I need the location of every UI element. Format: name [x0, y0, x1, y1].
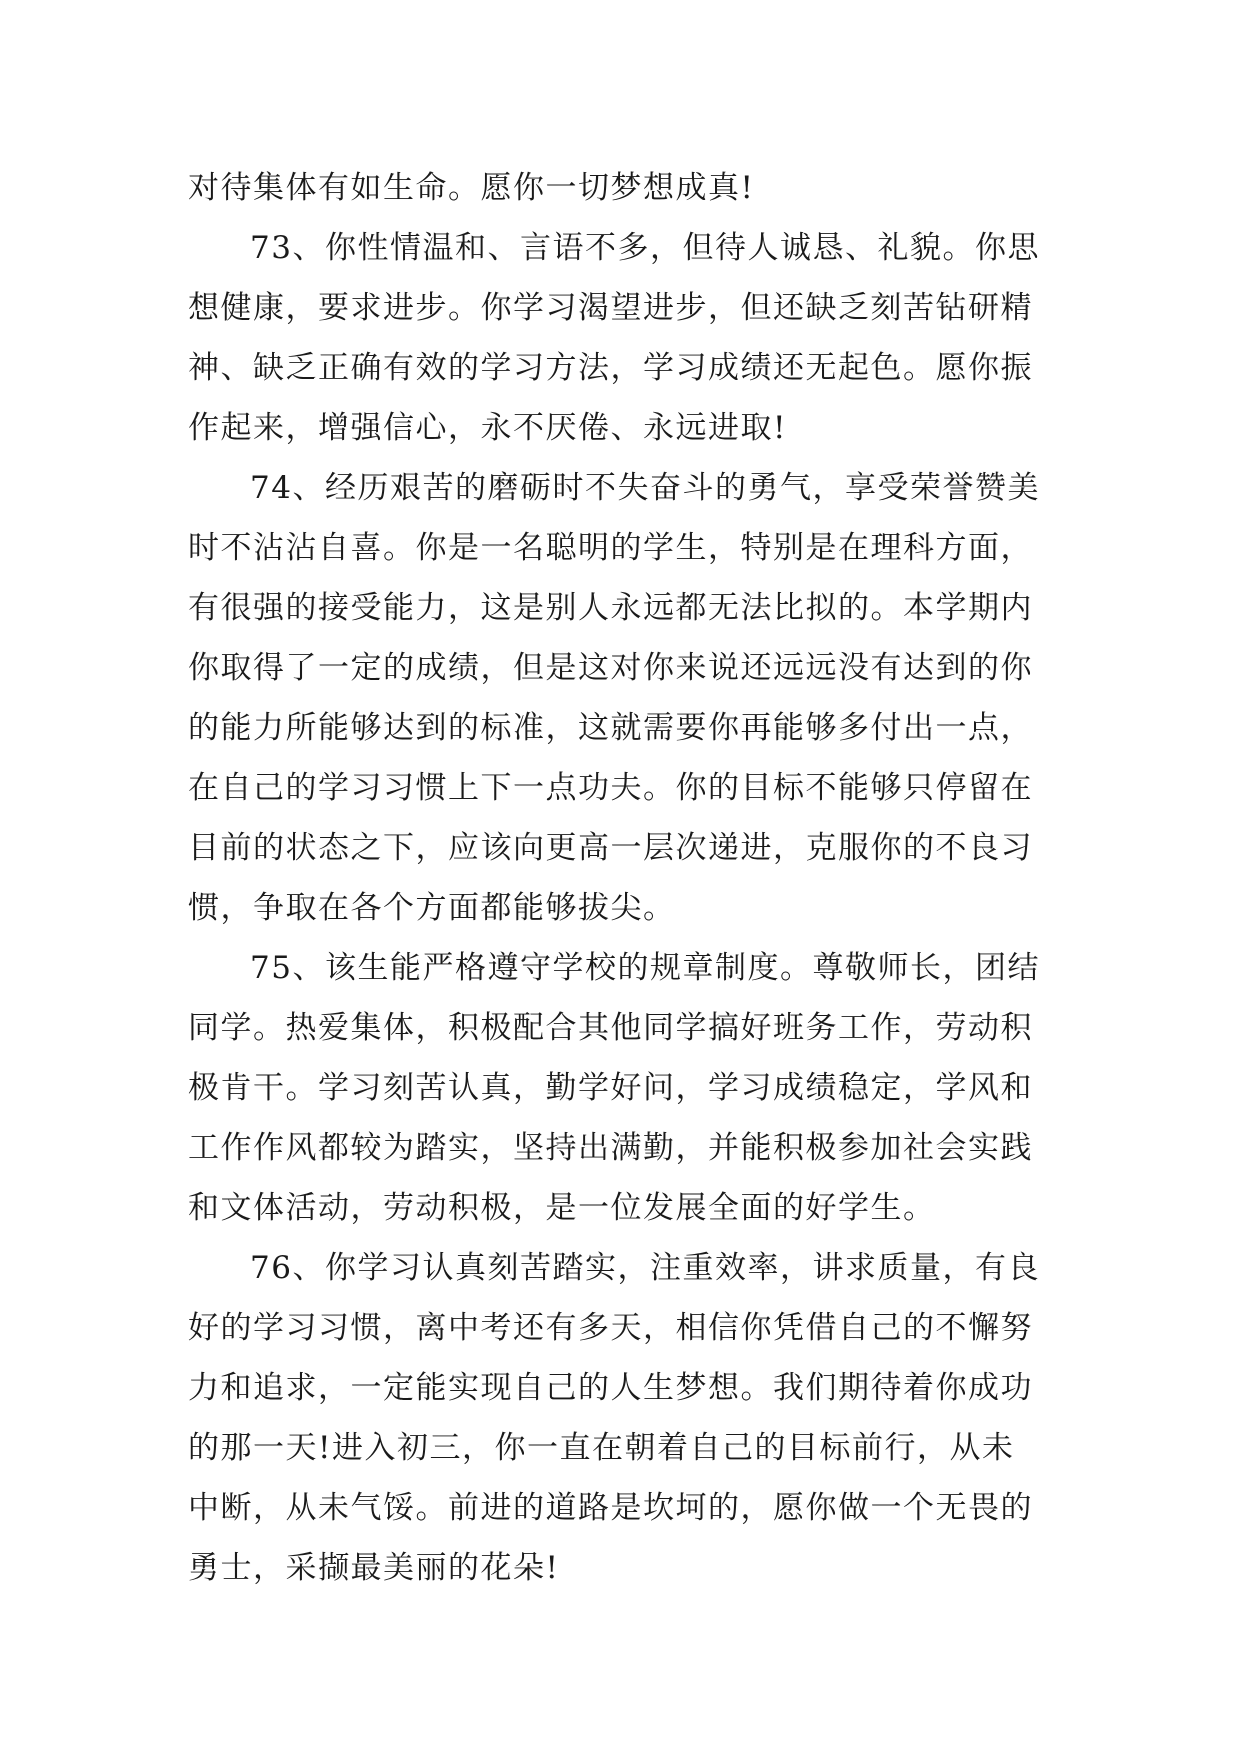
paragraph-76-line: 76、你学习认真刻苦踏实，注重效率，讲求质量，有良: [250, 1250, 1040, 1286]
paragraph-74-line: 目前的状态之下，应该向更高一层次递进，克服你的不良习: [188, 830, 1033, 866]
paragraph-76-line: 勇士，采撷最美丽的花朵!: [188, 1550, 560, 1586]
paragraph-76-line: 中断，从未气馁。前进的道路是坎坷的，愿你做一个无畏的: [188, 1490, 1033, 1526]
paragraph-75-line: 极肯干。学习刻苦认真，勤学好问，学习成绩稳定，学风和: [188, 1070, 1033, 1106]
paragraph-76-line: 力和追求，一定能实现自己的人生梦想。我们期待着你成功: [188, 1370, 1033, 1406]
paragraph-75-line: 75、该生能严格遵守学校的规章制度。尊敬师长，团结: [250, 950, 1040, 986]
paragraph-75-line: 同学。热爱集体，积极配合其他同学搞好班务工作，劳动积: [188, 1010, 1033, 1046]
paragraph-74-line: 时不沾沾自喜。你是一名聪明的学生，特别是在理科方面，: [188, 530, 1033, 566]
paragraph-74-line: 惯，争取在各个方面都能够拔尖。: [188, 890, 676, 926]
paragraph-75-line: 工作作风都较为踏实，坚持出满勤，并能积极参加社会实践: [188, 1130, 1033, 1166]
paragraph-73-line: 神、缺乏正确有效的学习方法，学习成绩还无起色。愿你振: [188, 350, 1033, 386]
paragraph-73-line: 73、你性情温和、言语不多，但待人诚恳、礼貌。你思: [250, 230, 1040, 266]
paragraph-74-line: 你取得了一定的成绩，但是这对你来说还远远没有达到的你: [188, 650, 1033, 686]
paragraph-74-line: 有很强的接受能力，这是别人永远都无法比拟的。本学期内: [188, 590, 1033, 626]
paragraph-73-line: 作起来，增强信心，永不厌倦、永远进取!: [188, 410, 787, 446]
paragraph-76-line: 好的学习习惯，离中考还有多天，相信你凭借自己的不懈努: [188, 1310, 1033, 1346]
document-body: [188, 158, 1058, 1598]
paragraph-75-line: 和文体活动，劳动积极，是一位发展全面的好学生。: [188, 1190, 936, 1226]
paragraph-74-line: 在自己的学习习惯上下一点功夫。你的目标不能够只停留在: [188, 770, 1033, 806]
paragraph-76-line: 的那一天!进入初三，你一直在朝着自己的目标前行，从未: [188, 1430, 1015, 1466]
paragraph-74-line: 的能力所能够达到的标准，这就需要你再能够多付出一点，: [188, 710, 1033, 746]
paragraph-72-end: 对待集体有如生命。愿你一切梦想成真!: [188, 170, 755, 206]
paragraph-73-line: 想健康，要求进步。你学习渴望进步，但还缺乏刻苦钻研精: [188, 290, 1033, 326]
paragraph-74-line: 74、经历艰苦的磨砺时不失奋斗的勇气，享受荣誉赞美: [250, 470, 1040, 506]
